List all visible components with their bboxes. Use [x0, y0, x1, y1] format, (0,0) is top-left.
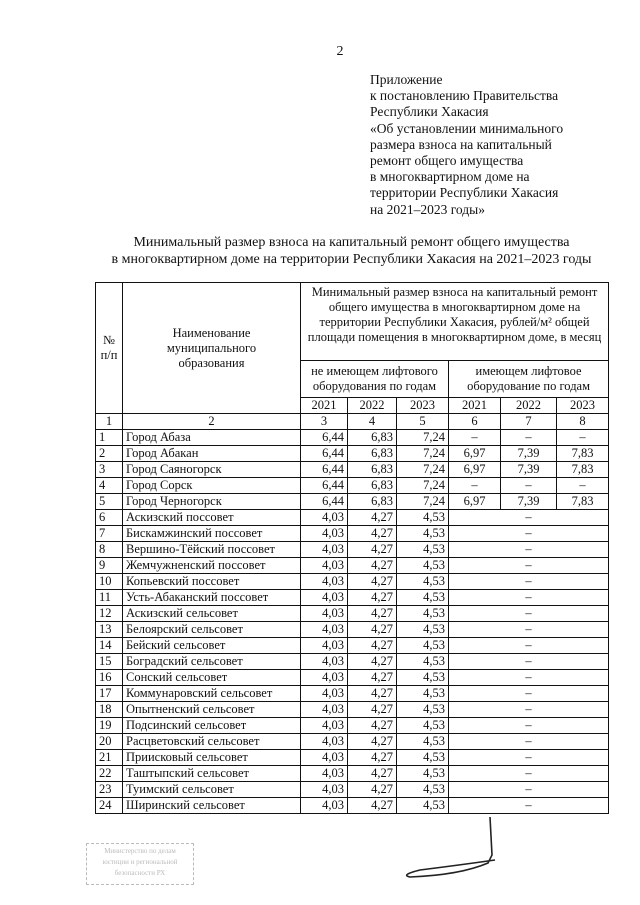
table-row	[96, 510, 609, 526]
rate-cell: 4,53	[397, 574, 449, 590]
row-number: 9	[96, 558, 123, 574]
rate-cell: 6,97	[449, 494, 501, 510]
rate-cell: 4,53	[397, 702, 449, 718]
rate-cell: 7,24	[397, 478, 449, 494]
rate-cell: 6,44	[301, 494, 348, 510]
rate-cell: 4,03	[301, 702, 348, 718]
rate-cell: 4,27	[348, 542, 397, 558]
rate-cell: 4,53	[397, 766, 449, 782]
rate-cell: 7,83	[557, 446, 609, 462]
column-number: 8	[557, 414, 609, 430]
municipality-name: Копьевский поссовет	[123, 574, 301, 590]
rate-cell: –	[449, 750, 609, 766]
row-number: 24	[96, 798, 123, 814]
rate-cell: 4,27	[348, 686, 397, 702]
rate-cell: 4,03	[301, 798, 348, 814]
rate-cell: 4,27	[348, 734, 397, 750]
rate-cell: 4,03	[301, 654, 348, 670]
municipality-name: Город Саяногорск	[123, 462, 301, 478]
table-row	[96, 766, 609, 782]
municipality-name: Город Абаза	[123, 430, 301, 446]
rate-cell: –	[449, 654, 609, 670]
rate-cell: 4,03	[301, 670, 348, 686]
rate-cell: 6,83	[348, 430, 397, 446]
year-header: 2023	[397, 398, 449, 414]
row-number: 14	[96, 638, 123, 654]
appendix-line: территории Республики Хакасия	[370, 185, 559, 201]
table-row	[96, 670, 609, 686]
column-number: 5	[397, 414, 449, 430]
rate-cell: –	[449, 686, 609, 702]
rate-cell: 4,03	[301, 606, 348, 622]
rate-cell: 4,03	[301, 766, 348, 782]
stamp-line: Министерство по делам	[104, 847, 176, 855]
rate-cell: 7,39	[501, 494, 557, 510]
rate-cell: 4,53	[397, 782, 449, 798]
row-number: 11	[96, 590, 123, 606]
rate-cell: 4,03	[301, 638, 348, 654]
rate-cell: 4,27	[348, 718, 397, 734]
municipality-name: Город Сорск	[123, 478, 301, 494]
year-header: 2021	[449, 398, 501, 414]
row-number: 22	[96, 766, 123, 782]
municipality-name: Сонский сельсовет	[123, 670, 301, 686]
rate-cell: 7,39	[501, 446, 557, 462]
rate-cell: 4,03	[301, 510, 348, 526]
table-row	[96, 750, 609, 766]
rate-cell: 4,03	[301, 590, 348, 606]
rate-cell: 4,53	[397, 798, 449, 814]
row-number: 3	[96, 462, 123, 478]
rate-cell: 4,03	[301, 574, 348, 590]
rate-cell: –	[449, 638, 609, 654]
rate-cell: 6,44	[301, 478, 348, 494]
municipality-name: Усть-Абаканский поссовет	[123, 590, 301, 606]
row-number: 12	[96, 606, 123, 622]
rate-cell: 6,83	[348, 494, 397, 510]
rate-cell: 4,03	[301, 750, 348, 766]
appendix-header	[370, 72, 563, 218]
row-number: 20	[96, 734, 123, 750]
rate-cell: 7,83	[557, 494, 609, 510]
rate-cell: –	[501, 430, 557, 446]
municipality-name: Ширинский сельсовет	[123, 798, 301, 814]
rate-cell: –	[449, 782, 609, 798]
rate-cell: –	[449, 734, 609, 750]
header-number: № п/п	[96, 283, 123, 414]
row-number: 13	[96, 622, 123, 638]
rate-cell: 4,27	[348, 702, 397, 718]
rate-cell: 6,83	[348, 478, 397, 494]
year-header: 2022	[348, 398, 397, 414]
rate-cell: 4,53	[397, 734, 449, 750]
rate-cell: 4,03	[301, 558, 348, 574]
signature	[400, 815, 510, 885]
rate-cell: 6,44	[301, 462, 348, 478]
municipality-name: Коммунаровский сельсовет	[123, 686, 301, 702]
row-number: 18	[96, 702, 123, 718]
column-number: 3	[301, 414, 348, 430]
rate-cell: 4,27	[348, 670, 397, 686]
table-row	[96, 558, 609, 574]
column-number: 2	[123, 414, 301, 430]
rate-cell: –	[557, 430, 609, 446]
rate-cell: 4,53	[397, 718, 449, 734]
table-row	[96, 654, 609, 670]
rate-cell: 4,27	[348, 750, 397, 766]
row-number: 4	[96, 478, 123, 494]
rate-cell: 4,53	[397, 510, 449, 526]
rate-cell: –	[449, 622, 609, 638]
row-number: 19	[96, 718, 123, 734]
rate-cell: –	[449, 718, 609, 734]
rate-cell: –	[449, 702, 609, 718]
municipality-name: Белоярский сельсовет	[123, 622, 301, 638]
table-row	[96, 798, 609, 814]
municipality-name: Аскизский сельсовет	[123, 606, 301, 622]
appendix-line: «Об установлении минимального	[370, 120, 564, 136]
appendix-line: на 2021–2023 годы»	[370, 201, 485, 217]
row-number: 6	[96, 510, 123, 526]
header-main: Минимальный размер взноса на капитальный ремонт общего имущества в многоквартирном доме на территории Республики Хакасия, рублей/м² общей площади помещения в многоквартирном доме, в месяц	[301, 283, 609, 361]
rate-cell: –	[449, 478, 501, 494]
row-number: 1	[96, 430, 123, 446]
municipality-name: Таштыпский сельсовет	[123, 766, 301, 782]
rate-cell: 4,27	[348, 766, 397, 782]
municipality-name: Жемчужненский поссовет	[123, 558, 301, 574]
title-line: в многоквартирном доме на территории Республики Хакасия на 2021–2023 годы	[111, 252, 592, 267]
row-number: 15	[96, 654, 123, 670]
rate-cell: –	[449, 526, 609, 542]
rate-cell: 6,83	[348, 446, 397, 462]
table-row	[96, 606, 609, 622]
rate-cell: 4,27	[348, 590, 397, 606]
rate-cell: 4,53	[397, 542, 449, 558]
rate-cell: 6,44	[301, 446, 348, 462]
rate-cell: 4,53	[397, 622, 449, 638]
row-number: 8	[96, 542, 123, 558]
rate-cell: 7,24	[397, 430, 449, 446]
row-number: 10	[96, 574, 123, 590]
row-number: 5	[96, 494, 123, 510]
rate-cell: 4,53	[397, 606, 449, 622]
table-row	[96, 446, 609, 462]
header-name: Наименование муниципального образования	[123, 283, 301, 414]
municipality-name: Приисковый сельсовет	[123, 750, 301, 766]
table-row	[96, 590, 609, 606]
rate-cell: 4,53	[397, 638, 449, 654]
table-row	[96, 430, 609, 446]
rate-cell: –	[449, 606, 609, 622]
row-number: 2	[96, 446, 123, 462]
municipality-name: Город Абакан	[123, 446, 301, 462]
title-line: Минимальный размер взноса на капитальный ремонт общего имущества	[133, 235, 570, 250]
rate-cell: 4,53	[397, 686, 449, 702]
rate-cell: 4,27	[348, 638, 397, 654]
column-number: 7	[501, 414, 557, 430]
appendix-line: размера взноса на капитальный	[370, 136, 552, 152]
rate-cell: 4,27	[348, 526, 397, 542]
rate-cell: 4,53	[397, 750, 449, 766]
stamp-line: безопасности РХ	[114, 869, 166, 877]
column-number: 4	[348, 414, 397, 430]
rate-cell: –	[449, 542, 609, 558]
rate-cell: 4,03	[301, 782, 348, 798]
municipality-name: Аскизский поссовет	[123, 510, 301, 526]
rate-cell: 6,97	[449, 446, 501, 462]
rate-cell: 4,03	[301, 542, 348, 558]
rate-cell: 7,39	[501, 462, 557, 478]
municipality-name: Опытненский сельсовет	[123, 702, 301, 718]
table-row	[96, 702, 609, 718]
rate-cell: 4,53	[397, 654, 449, 670]
rate-cell: 4,27	[348, 654, 397, 670]
year-header: 2023	[557, 398, 609, 414]
stamp	[86, 843, 194, 885]
rate-cell: 4,27	[348, 782, 397, 798]
municipality-name: Расцветовский сельсовет	[123, 734, 301, 750]
document-title	[95, 234, 608, 268]
row-number: 16	[96, 670, 123, 686]
table-row	[96, 478, 609, 494]
rate-cell: –	[449, 798, 609, 814]
table-row	[96, 494, 609, 510]
header-no-lift: не имеющем лифтового оборудования по годам	[301, 361, 449, 398]
rate-cell: 4,27	[348, 798, 397, 814]
appendix-line: ремонт общего имущества	[370, 153, 524, 169]
rate-cell: –	[449, 766, 609, 782]
rate-cell: 6,83	[348, 462, 397, 478]
municipality-name: Подсинский сельсовет	[123, 718, 301, 734]
appendix-line: Республики Хакасия	[370, 104, 489, 120]
rate-cell: 4,27	[348, 606, 397, 622]
rate-cell: –	[449, 430, 501, 446]
municipality-name: Боградский сельсовет	[123, 654, 301, 670]
rate-cell: –	[501, 478, 557, 494]
header-lift: имеющем лифтовое оборудование по годам	[449, 361, 609, 398]
rate-cell: 4,03	[301, 718, 348, 734]
year-header: 2022	[501, 398, 557, 414]
rate-cell: 4,53	[397, 526, 449, 542]
rate-cell: 7,24	[397, 494, 449, 510]
rate-cell: 6,44	[301, 430, 348, 446]
rate-cell: 4,53	[397, 670, 449, 686]
rate-cell: 4,03	[301, 622, 348, 638]
column-number: 1	[96, 414, 123, 430]
rate-cell: –	[557, 478, 609, 494]
rates-table	[95, 282, 609, 814]
appendix-line: к постановлению Правительства	[370, 88, 559, 104]
row-number: 21	[96, 750, 123, 766]
rate-cell: 6,97	[449, 462, 501, 478]
appendix-line: в многоквартирном доме на	[370, 169, 530, 185]
rate-cell: –	[449, 670, 609, 686]
rate-cell: –	[449, 590, 609, 606]
table-row	[96, 638, 609, 654]
table-row	[96, 574, 609, 590]
stamp-line: юстиции и региональной	[102, 858, 178, 866]
rate-cell: 4,27	[348, 574, 397, 590]
rate-cell: 7,83	[557, 462, 609, 478]
table-row	[96, 718, 609, 734]
municipality-name: Город Черногорск	[123, 494, 301, 510]
rate-cell: 4,27	[348, 622, 397, 638]
municipality-name: Вершино-Тёйский поссовет	[123, 542, 301, 558]
rate-cell: 4,53	[397, 558, 449, 574]
row-number: 17	[96, 686, 123, 702]
table-row	[96, 622, 609, 638]
rate-cell: 4,03	[301, 526, 348, 542]
table-row	[96, 526, 609, 542]
rate-cell: 7,24	[397, 446, 449, 462]
column-number: 6	[449, 414, 501, 430]
row-number: 23	[96, 782, 123, 798]
rate-cell: –	[449, 558, 609, 574]
year-header: 2021	[301, 398, 348, 414]
municipality-name: Бискамжинский поссовет	[123, 526, 301, 542]
row-number: 7	[96, 526, 123, 542]
appendix-line: Приложение	[370, 72, 443, 87]
table-row	[96, 782, 609, 798]
rate-cell: 4,03	[301, 686, 348, 702]
municipality-name: Туимский сельсовет	[123, 782, 301, 798]
rate-cell: –	[449, 574, 609, 590]
rate-cell: 4,27	[348, 510, 397, 526]
table-row	[96, 686, 609, 702]
table-row	[96, 734, 609, 750]
rate-cell: 4,53	[397, 590, 449, 606]
rate-cell: –	[449, 510, 609, 526]
page-number: 2	[336, 44, 344, 59]
rate-cell: 7,24	[397, 462, 449, 478]
rate-cell: 4,03	[301, 734, 348, 750]
rate-cell: 4,27	[348, 558, 397, 574]
table-row	[96, 462, 609, 478]
municipality-name: Бейский сельсовет	[123, 638, 301, 654]
table-row	[96, 542, 609, 558]
